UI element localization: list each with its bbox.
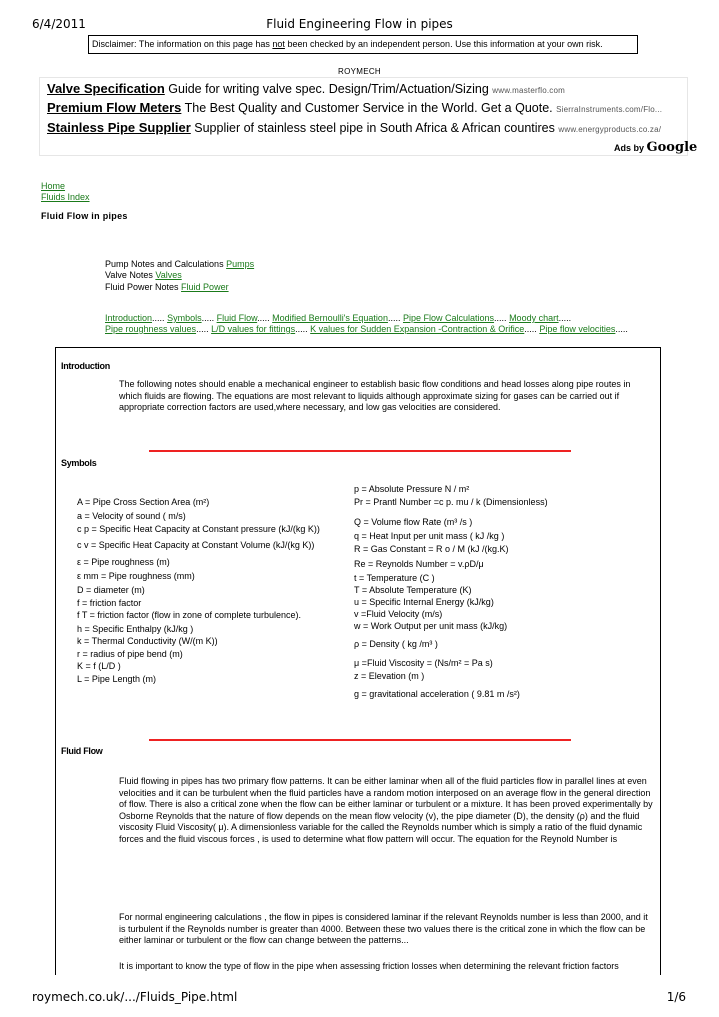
disclaimer-emphasis: not: [272, 39, 285, 49]
pumps-link[interactable]: Pumps: [226, 259, 255, 269]
home-link[interactable]: Home: [41, 181, 66, 191]
nav-fluids-index-link[interactable]: [41, 192, 90, 202]
symbols-heading: Symbols: [61, 458, 97, 468]
toc-line-1: [105, 313, 571, 323]
toc-separator: .....: [615, 324, 628, 334]
ad-stainless-pipe-supplier[interactable]: [47, 120, 661, 135]
fluid-flow-paragraph-3: It is important to know the type of flow in the pipe when assessing friction losses when determining the relevant friction factors: [119, 961, 619, 971]
ads-by-label: Ads by: [614, 143, 645, 153]
disclaimer-text-end: been checked by an independent person. Use this information at your own risk.: [284, 39, 603, 49]
toc-symbols[interactable]: Symbols: [167, 313, 202, 323]
nav-home-link[interactable]: [41, 181, 65, 191]
symbol-item: R = Gas Constant = R o / M (kJ /(kg.K): [354, 544, 509, 554]
symbol-item: u = Specific Internal Energy (kJ/kg): [354, 597, 494, 607]
symbol-item: p = Absolute Pressure N / m²: [354, 484, 470, 494]
symbol-item: c p = Specific Heat Capacity at Constant pressure (kJ/(kg K)): [77, 524, 320, 534]
notes-pumps: [105, 259, 254, 269]
toc-separator: .....: [196, 324, 209, 334]
fluid-flow-paragraph-2: For normal engineering calculations , the flow in pipes is considered laminar if the relevant Reynolds number is less than 2000, and it is turbulent if the Reynolds number is greater than 4000. Between these two values there is the critical zone in which the flow can be either laminar or turbulent or the flow can change between the patterns...: [119, 912, 648, 945]
symbol-item: Pr = Prantl Number =c p. mu / k (Dimensionless): [354, 497, 548, 507]
symbol-item: q = Heat Input per unit mass ( kJ /kg ): [354, 531, 505, 541]
ad-valve-specification[interactable]: [47, 81, 565, 96]
symbol-item: f = friction factor: [77, 598, 142, 608]
toc-separator: .....: [524, 324, 537, 334]
symbol-item: g = gravitational acceleration ( 9.81 m /s²): [354, 689, 520, 699]
notes-pumps-text: Pump Notes and Calculations: [105, 259, 224, 269]
toc-pipe-flow-calculations[interactable]: Pipe Flow Calculations: [402, 313, 495, 323]
symbol-item: a = Velocity of sound ( m/s): [77, 511, 186, 521]
toc-k-values[interactable]: K values for Sudden Expansion -Contraction & Orifice: [310, 324, 525, 334]
ad-url[interactable]: www.energyproducts.co.za/: [558, 125, 662, 134]
footer-url: roymech.co.uk/.../Fluids_Pipe.html: [32, 990, 238, 1004]
fluid-flow-paragraph-1: Fluid flowing in pipes has two primary flow patterns. It can be either laminar when all of the fluid particles flow in parallel lines at even velocities and it can be turbulent when the fluid particles have a random motion interposed on an average flow in the general direction of flow. There is also a critical zone when the flow can be either laminar or turbulent or a mixture. It has been proved experimentally by Osborne Reynolds that the nature of flow depends on the mean flow velocity (v), the pipe diameter (D), the density (ρ) and the fluid viscosity Fluid Viscosity( μ). A dimensionless variable for the called the Reynolds number which is simply a ratio of the fluid dynamic forces and the fluid viscous forces , is used to determine what flow pattern will occur. The equation for the Reynold Number is: [119, 776, 653, 844]
ad-title[interactable]: Premium Flow Meters: [47, 100, 182, 115]
toc-separator: .....: [295, 324, 308, 334]
symbol-item: f T = friction factor (flow in zone of complete turbulence).: [77, 610, 302, 620]
toc-separator: .....: [152, 313, 165, 323]
fluids-index-link[interactable]: Fluids Index: [41, 192, 90, 202]
toc-line-2: [105, 324, 628, 334]
introduction-heading: Introduction: [61, 361, 110, 371]
symbol-item: k = Thermal Conductivity (W/(m K)): [77, 636, 218, 646]
symbol-item: w = Work Output per unit mass (kJ/kg): [354, 621, 508, 631]
print-date: 6/4/2011: [32, 17, 86, 31]
symbol-item: L = Pipe Length (m): [77, 674, 156, 684]
ad-title[interactable]: Valve Specification: [47, 81, 165, 96]
site-name: ROYMECH: [338, 67, 381, 76]
content-frame-top: [55, 347, 660, 348]
symbol-item: r = radius of pipe bend (m): [77, 649, 183, 659]
symbol-item: h = Specific Enthalpy (kJ/kg ): [77, 624, 194, 634]
notes-fluid-power: [105, 282, 229, 292]
valves-link[interactable]: Valves: [155, 270, 182, 280]
ad-text: Supplier of stainless steel pipe in South Africa & African countires: [194, 121, 555, 135]
symbol-item: D = diameter (m): [77, 585, 145, 595]
google-logo: Google: [646, 140, 698, 155]
symbol-item: ε = Pipe roughness (m): [77, 557, 170, 567]
toc-pipe-roughness[interactable]: Pipe roughness values: [105, 324, 197, 334]
page-heading: Fluid Flow in pipes: [41, 211, 128, 221]
ads-by-google[interactable]: [614, 140, 697, 155]
symbol-item: t = Temperature (C ): [354, 573, 435, 583]
section-divider: [149, 450, 571, 452]
toc-separator: .....: [387, 313, 401, 323]
notes-valves: [105, 270, 182, 280]
footer-page-number: 1/6: [666, 990, 686, 1004]
content-frame-right: [660, 347, 661, 975]
toc-separator: .....: [558, 313, 572, 323]
symbol-item: ε mm = Pipe roughness (mm): [77, 571, 195, 581]
symbol-item: c v = Specific Heat Capacity at Constant Volume (kJ/(kg K)): [77, 540, 315, 550]
toc-introduction[interactable]: Introduction: [105, 313, 153, 323]
symbol-item: μ =Fluid Viscosity = (Ns/m² = Pa s): [354, 658, 493, 668]
disclaimer-text-start: Disclaimer: The information on this page has: [92, 39, 273, 49]
notes-fluid-power-text: Fluid Power Notes: [105, 282, 179, 292]
symbol-item: ρ = Density ( kg /m³ ): [354, 639, 438, 649]
toc-ld-values[interactable]: L/D values for fittings: [211, 324, 296, 334]
toc-separator: .....: [494, 313, 507, 323]
toc-separator: .....: [257, 313, 270, 323]
ad-text: Guide for writing valve spec. Design/Trim/Actuation/Sizing: [168, 82, 489, 96]
ad-text: The Best Quality and Customer Service in the World. Get a Quote.: [184, 101, 553, 115]
ad-premium-flow-meters[interactable]: [47, 100, 662, 115]
notes-valves-text: Valve Notes: [105, 270, 153, 280]
content-frame-left: [55, 347, 56, 975]
symbol-item: T = Absolute Temperature (K): [354, 585, 472, 595]
ad-url[interactable]: SierraInstruments.com/Flo...: [556, 105, 663, 114]
fluid-flow-heading: Fluid Flow: [61, 746, 103, 756]
symbol-item: K = f (L/D ): [77, 661, 121, 671]
fluid-power-link[interactable]: Fluid Power: [181, 282, 229, 292]
section-divider: [149, 739, 571, 741]
symbol-item: Q = Volume flow Rate (m³ /s ): [354, 517, 473, 527]
toc-moody-chart[interactable]: Moody chart: [509, 313, 559, 323]
toc-modified-bernoulli[interactable]: Modified Bernoulli's Equation: [272, 313, 388, 323]
symbol-item: Re = Reynolds Number = v.ρD/μ: [354, 559, 484, 569]
page-title: Fluid Engineering Flow in pipes: [266, 17, 453, 31]
ad-url[interactable]: www.masterflo.com: [492, 86, 566, 95]
symbol-item: z = Elevation (m ): [354, 671, 425, 681]
toc-separator: .....: [201, 313, 215, 323]
toc-fluid-flow[interactable]: Fluid Flow: [216, 313, 258, 323]
toc-pipe-flow-velocities[interactable]: Pipe flow velocities: [539, 324, 616, 334]
symbol-item: A = Pipe Cross Section Area (m²): [77, 497, 210, 507]
symbol-item: v =Fluid Velocity (m/s): [354, 609, 443, 619]
disclaimer-box: [88, 35, 638, 54]
introduction-text: The following notes should enable a mechanical engineer to establish basic flow conditions and head losses along pipe routes in which fluids are flowing. The equations are most relevant to liquids although approximate sizing for gases can be carried out if appropriate correction factors are used,where necessary, and low gas velocities are considered.: [119, 379, 631, 412]
ad-title[interactable]: Stainless Pipe Supplier: [47, 120, 191, 135]
